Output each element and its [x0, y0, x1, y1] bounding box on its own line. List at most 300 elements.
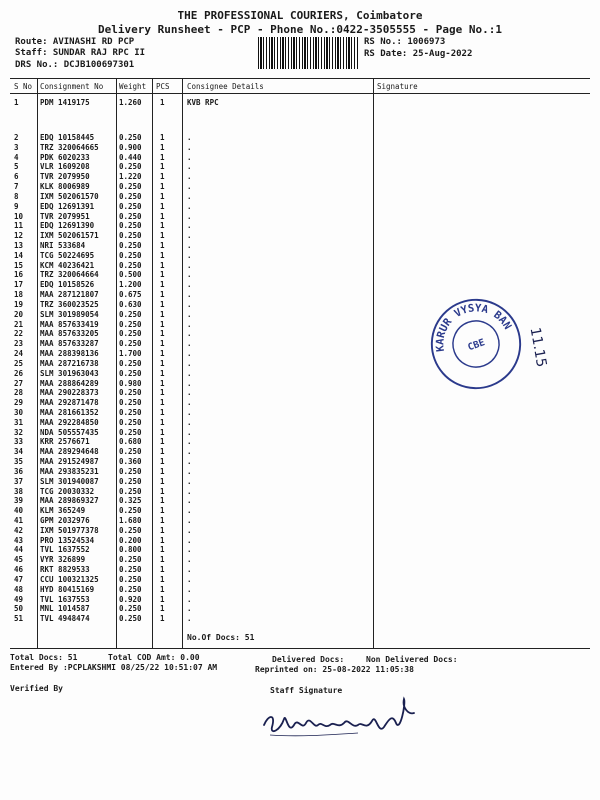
row-consignment-no: MAA 287121807 [40, 290, 99, 300]
row-sno: 32 [14, 427, 24, 437]
table-row [0, 202, 600, 211]
table-row [0, 575, 600, 584]
row-weight: 1.680 [119, 515, 142, 525]
row-consignment-no: CCU 100321325 [40, 574, 99, 584]
row-consignee-details: . [187, 270, 192, 280]
row-consignee-details: . [187, 388, 192, 398]
table-row [0, 153, 600, 162]
row-consignee-details: . [187, 191, 192, 201]
row-consignee-details: . [187, 584, 192, 594]
row-weight: 0.200 [119, 535, 142, 545]
row-consignment-no: RKT 8829533 [40, 565, 90, 575]
table-row [0, 98, 600, 107]
row-consignment-no: SLM 301963043 [40, 368, 99, 378]
row-consignee-details: . [187, 299, 192, 309]
row-consignee-details: . [187, 447, 192, 457]
row-sno: 30 [14, 407, 24, 417]
table-row [0, 457, 600, 466]
row-weight: 0.500 [119, 270, 142, 280]
svg-text:KARUR VYSYA BANK: KARUR VYSYA BANK [434, 302, 514, 353]
row-pcs: 1 [160, 182, 165, 192]
row-weight: 0.250 [119, 584, 142, 594]
row-consignee-details: . [187, 407, 192, 417]
row-consignment-no: KRR 2576671 [40, 437, 90, 447]
row-consignment-no: EDQ 10158445 [40, 133, 95, 142]
row-consignment-no: TVL 1637552 [40, 545, 90, 555]
row-sno: 4 [14, 152, 19, 162]
row-pcs: 1 [160, 172, 165, 182]
row-consignee-details: . [187, 486, 192, 496]
row-sno: 16 [14, 270, 24, 280]
table-row [0, 280, 600, 289]
row-weight: 0.250 [119, 565, 142, 575]
row-weight: 0.250 [119, 358, 142, 368]
row-consignment-no: IXM 502061571 [40, 231, 99, 241]
barcode-image [258, 37, 358, 69]
row-pcs: 1 [160, 368, 165, 378]
table-row [0, 408, 600, 417]
row-pcs: 1 [160, 211, 165, 221]
row-weight: 1.200 [119, 280, 142, 290]
row-consignee-details: . [187, 211, 192, 221]
row-pcs: 1 [160, 299, 165, 309]
row-sno: 35 [14, 457, 24, 467]
row-consignment-no: NRI 533684 [40, 241, 86, 251]
table-row [0, 487, 600, 496]
row-weight: 0.250 [119, 417, 142, 427]
row-consignment-no: IXM 502061570 [40, 191, 99, 201]
row-sno: 31 [14, 417, 24, 427]
row-consignment-no: PDK 6020233 [40, 152, 90, 162]
row-consignee-details: . [187, 417, 192, 427]
row-pcs: 1 [160, 398, 165, 408]
row-consignment-no: MAA 857633287 [40, 339, 99, 349]
row-consignment-no: KCM 40236421 [40, 260, 95, 270]
row-weight: 0.250 [119, 309, 142, 319]
row-weight: 0.250 [119, 466, 142, 476]
row-sno: 17 [14, 280, 24, 290]
row-pcs: 1 [160, 525, 165, 535]
row-sno: 18 [14, 290, 24, 300]
row-weight: 0.250 [119, 241, 142, 251]
row-weight: 0.325 [119, 496, 142, 506]
row-consignee-details: . [187, 309, 192, 319]
row-consignee-details: . [187, 535, 192, 545]
row-sno: 48 [14, 584, 24, 594]
row-consignee-details: . [187, 162, 192, 172]
runsheet-subtitle: Delivery Runsheet - PCP - Phone No.:0422-3505555 - Page No.:1 [98, 23, 502, 36]
row-sno: 39 [14, 496, 24, 506]
row-sno: 1 [14, 98, 19, 107]
total-cod: Total COD Amt: 0.00 [108, 653, 200, 662]
table-header-border [10, 93, 590, 94]
row-consignment-no: MAA 289869327 [40, 496, 99, 506]
row-consignee-details: . [187, 466, 192, 476]
row-weight: 0.250 [119, 250, 142, 260]
row-consignee-details: . [187, 329, 192, 339]
row-weight: 0.630 [119, 299, 142, 309]
row-pcs: 1 [160, 604, 165, 614]
row-pcs: 1 [160, 241, 165, 251]
table-row [0, 143, 600, 152]
row-sno: 23 [14, 339, 24, 349]
row-consignee-details: . [187, 545, 192, 555]
table-row [0, 428, 600, 437]
row-pcs: 1 [160, 584, 165, 594]
table-row [0, 182, 600, 191]
row-pcs: 1 [160, 231, 165, 241]
row-sno: 19 [14, 299, 24, 309]
row-consignee-details: . [187, 368, 192, 378]
row-weight: 0.250 [119, 368, 142, 378]
row-sno: 29 [14, 398, 24, 408]
table-row [0, 604, 600, 613]
table-top-border [10, 78, 590, 79]
row-weight: 0.250 [119, 231, 142, 241]
row-sno: 25 [14, 358, 24, 368]
row-pcs: 1 [160, 270, 165, 280]
row-sno: 45 [14, 555, 24, 565]
row-consignment-no: SLM 301989054 [40, 309, 99, 319]
row-consignee-details: KVB RPC [187, 98, 219, 107]
row-sno: 12 [14, 231, 24, 241]
row-pcs: 1 [160, 221, 165, 231]
row-consignment-no: MAA 287216738 [40, 358, 99, 368]
row-consignment-no: TCG 20030332 [40, 486, 95, 496]
table-row [0, 133, 600, 142]
row-consignee-details: . [187, 525, 192, 535]
row-consignment-no: PRO 13524534 [40, 535, 95, 545]
row-weight: 0.250 [119, 555, 142, 565]
row-weight: 0.250 [119, 329, 142, 339]
table-row [0, 565, 600, 574]
table-row [0, 261, 600, 270]
row-sno: 8 [14, 191, 19, 201]
total-docs: Total Docs: 51 [10, 653, 78, 662]
row-weight: 1.260 [119, 98, 142, 107]
row-consignment-no: MAA 291524987 [40, 457, 99, 467]
table-row [0, 467, 600, 476]
row-pcs: 1 [160, 290, 165, 300]
row-sno: 37 [14, 476, 24, 486]
no-of-docs: No.Of Docs: 51 [187, 633, 255, 642]
row-sno: 24 [14, 349, 24, 359]
row-consignee-details: . [187, 614, 192, 624]
row-weight: 0.250 [119, 133, 142, 142]
signature-scribble [258, 695, 438, 745]
drs-number: DRS No.: DCJB100697301 [15, 60, 135, 70]
col-header-weight: Weight [119, 82, 147, 91]
table-row [0, 506, 600, 515]
table-row [0, 172, 600, 181]
row-consignee-details: . [187, 231, 192, 241]
verified-by: Verified By [10, 684, 63, 693]
row-pcs: 1 [160, 250, 165, 260]
table-row [0, 595, 600, 604]
row-weight: 0.250 [119, 574, 142, 584]
row-consignee-details: . [187, 241, 192, 251]
table-row [0, 162, 600, 171]
row-weight: 0.250 [119, 447, 142, 457]
row-sno: 22 [14, 329, 24, 339]
row-consignee-details: . [187, 476, 192, 486]
row-consignee-details: . [187, 152, 192, 162]
col-header-consignment: Consignment No [40, 82, 104, 91]
row-consignment-no: MAA 292284850 [40, 417, 99, 427]
col-header-signature: Signature [377, 82, 418, 91]
row-consignee-details: . [187, 201, 192, 211]
row-pcs: 1 [160, 427, 165, 437]
row-consignee-details: . [187, 182, 192, 192]
row-consignment-no: TRZ 320064665 [40, 142, 99, 152]
row-pcs: 1 [160, 457, 165, 467]
table-row [0, 447, 600, 456]
row-consignment-no: GPM 2032976 [40, 515, 90, 525]
row-pcs: 1 [160, 417, 165, 427]
row-consignee-details: . [187, 506, 192, 516]
row-weight: 0.250 [119, 525, 142, 535]
row-consignee-details: . [187, 358, 192, 368]
row-consignee-details: . [187, 594, 192, 604]
row-pcs: 1 [160, 565, 165, 575]
row-pcs: 1 [160, 447, 165, 457]
staff-signature-label: Staff Signature [270, 686, 343, 695]
row-consignment-no: MAA 281661352 [40, 407, 99, 417]
row-weight: 0.250 [119, 339, 142, 349]
row-consignee-details: . [187, 437, 192, 447]
route-label: Route: AVINASHI RD PCP [15, 37, 135, 47]
row-consignee-details: . [187, 378, 192, 388]
row-sno: 33 [14, 437, 24, 447]
row-pcs: 1 [160, 535, 165, 545]
row-consignment-no: HYD 80415169 [40, 584, 95, 594]
row-consignee-details: . [187, 142, 192, 152]
row-weight: 0.250 [119, 407, 142, 417]
row-consignment-no: TVR 2079950 [40, 172, 90, 182]
row-consignment-no: SLM 301940087 [40, 476, 99, 486]
row-pcs: 1 [160, 574, 165, 584]
row-sno: 46 [14, 565, 24, 575]
row-pcs: 1 [160, 466, 165, 476]
row-consignment-no: TRZ 360023525 [40, 299, 99, 309]
row-consignment-no: MAA 290228373 [40, 388, 99, 398]
table-row [0, 555, 600, 564]
row-consignee-details: . [187, 555, 192, 565]
row-pcs: 1 [160, 555, 165, 565]
staff-label: Staff: SUNDAR RAJ RPC II [15, 48, 146, 58]
table-row [0, 585, 600, 594]
row-consignment-no: MAA 857633205 [40, 329, 99, 339]
row-weight: 0.250 [119, 614, 142, 624]
row-weight: 0.250 [119, 211, 142, 221]
table-row [0, 614, 600, 623]
rs-date: RS Date: 25-Aug-2022 [364, 49, 473, 59]
row-consignment-no: MAA 857633419 [40, 319, 99, 329]
table-row [0, 477, 600, 486]
row-sno: 9 [14, 201, 19, 211]
row-pcs: 1 [160, 162, 165, 172]
row-consignee-details: . [187, 398, 192, 408]
reprinted-on: Reprinted on: 25-08-2022 11:05:38 [255, 665, 414, 674]
row-pcs: 1 [160, 329, 165, 339]
row-weight: 0.250 [119, 486, 142, 496]
row-consignment-no: MAA 288864289 [40, 378, 99, 388]
row-consignment-no: IXM 501977378 [40, 525, 99, 535]
row-weight: 0.250 [119, 191, 142, 201]
col-header-sno: S No [14, 82, 33, 91]
table-row [0, 241, 600, 250]
row-pcs: 1 [160, 614, 165, 624]
table-row [0, 526, 600, 535]
row-pcs: 1 [160, 496, 165, 506]
row-weight: 1.220 [119, 172, 142, 182]
row-pcs: 1 [160, 506, 165, 516]
row-sno: 34 [14, 447, 24, 457]
row-sno: 13 [14, 241, 24, 251]
row-sno: 27 [14, 378, 24, 388]
row-consignment-no: TVR 2079951 [40, 211, 90, 221]
row-sno: 10 [14, 211, 24, 221]
row-sno: 38 [14, 486, 24, 496]
row-sno: 42 [14, 525, 24, 535]
row-pcs: 1 [160, 98, 165, 107]
row-consignee-details: . [187, 319, 192, 329]
table-row [0, 221, 600, 230]
row-weight: 0.250 [119, 398, 142, 408]
row-weight: 0.675 [119, 290, 142, 300]
row-pcs: 1 [160, 486, 165, 496]
row-sno: 6 [14, 172, 19, 182]
row-pcs: 1 [160, 358, 165, 368]
row-sno: 26 [14, 368, 24, 378]
table-row [0, 437, 600, 446]
row-weight: 0.900 [119, 142, 142, 152]
table-row [0, 192, 600, 201]
row-consignment-no: KLK 8006989 [40, 182, 90, 192]
row-weight: 0.250 [119, 388, 142, 398]
row-pcs: 1 [160, 319, 165, 329]
row-consignee-details: . [187, 133, 192, 142]
row-consignee-details: . [187, 250, 192, 260]
row-pcs: 1 [160, 339, 165, 349]
row-pcs: 1 [160, 280, 165, 290]
row-sno: 47 [14, 574, 24, 584]
entered-by: Entered By :PCPLAKSHMI 08/25/22 10:51:07 AM [10, 663, 218, 672]
row-pcs: 1 [160, 260, 165, 270]
row-sno: 11 [14, 221, 24, 231]
row-pcs: 1 [160, 388, 165, 398]
non-delivered-docs: Non Delivered Docs: [366, 655, 458, 664]
row-pcs: 1 [160, 515, 165, 525]
row-weight: 0.800 [119, 545, 142, 555]
row-pcs: 1 [160, 201, 165, 211]
row-consignment-no: EDQ 10158526 [40, 280, 95, 290]
row-weight: 0.680 [119, 437, 142, 447]
row-consignment-no: NDA 505557435 [40, 427, 99, 437]
row-weight: 0.250 [119, 506, 142, 516]
svg-text:11.15: 11.15 [526, 326, 550, 369]
row-sno: 43 [14, 535, 24, 545]
row-consignment-no: TVL 1637553 [40, 594, 90, 604]
delivered-docs: Delivered Docs: [272, 655, 345, 664]
row-consignment-no: KLM 365249 [40, 506, 86, 516]
table-row [0, 251, 600, 260]
table-row [0, 212, 600, 221]
row-sno: 20 [14, 309, 24, 319]
table-row [0, 270, 600, 279]
row-consignment-no: MAA 293835231 [40, 466, 99, 476]
col-header-pcs: PCS [156, 82, 170, 91]
row-sno: 21 [14, 319, 24, 329]
table-row [0, 516, 600, 525]
row-consignment-no: TRZ 320064664 [40, 270, 99, 280]
row-sno: 5 [14, 162, 19, 172]
row-pcs: 1 [160, 378, 165, 388]
row-consignment-no: MNL 1014587 [40, 604, 90, 614]
row-weight: 0.360 [119, 457, 142, 467]
row-consignment-no: MAA 288398136 [40, 349, 99, 359]
row-weight: 0.440 [119, 152, 142, 162]
row-consignee-details: . [187, 260, 192, 270]
row-consignment-no: MAA 292871478 [40, 398, 99, 408]
rs-number: RS No.: 1006973 [364, 37, 446, 47]
row-weight: 0.250 [119, 604, 142, 614]
row-weight: 0.250 [119, 221, 142, 231]
row-weight: 0.980 [119, 378, 142, 388]
row-consignee-details: . [187, 515, 192, 525]
row-weight: 0.250 [119, 476, 142, 486]
row-consignee-details: . [187, 427, 192, 437]
row-pcs: 1 [160, 437, 165, 447]
row-weight: 0.250 [119, 182, 142, 192]
table-bottom-border [10, 648, 590, 649]
row-pcs: 1 [160, 133, 165, 142]
row-consignment-no: VYR 326899 [40, 555, 86, 565]
row-consignment-no: TVL 4948474 [40, 614, 90, 624]
row-consignee-details: . [187, 172, 192, 182]
row-sno: 2 [14, 133, 19, 142]
col-header-consignee: Consignee Details [187, 82, 264, 91]
row-sno: 28 [14, 388, 24, 398]
row-consignee-details: . [187, 604, 192, 614]
row-consignee-details: . [187, 290, 192, 300]
row-sno: 44 [14, 545, 24, 555]
row-weight: 0.250 [119, 427, 142, 437]
row-sno: 14 [14, 250, 24, 260]
row-weight: 0.250 [119, 319, 142, 329]
row-pcs: 1 [160, 349, 165, 359]
row-weight: 0.250 [119, 162, 142, 172]
row-consignment-no: VLR 1609208 [40, 162, 90, 172]
row-consignment-no: MAA 289294648 [40, 447, 99, 457]
table-row [0, 398, 600, 407]
table-row [0, 545, 600, 554]
table-row [0, 496, 600, 505]
table-row [0, 231, 600, 240]
table-row [0, 536, 600, 545]
company-name: THE PROFESSIONAL COURIERS, Coimbatore [177, 9, 423, 22]
row-sno: 41 [14, 515, 24, 525]
row-consignment-no: PDM 1419175 [40, 98, 90, 107]
row-pcs: 1 [160, 309, 165, 319]
row-sno: 51 [14, 614, 24, 624]
row-pcs: 1 [160, 476, 165, 486]
row-sno: 3 [14, 142, 19, 152]
row-sno: 15 [14, 260, 24, 270]
handwritten-note [510, 320, 560, 370]
row-consignee-details: . [187, 457, 192, 467]
row-pcs: 1 [160, 142, 165, 152]
